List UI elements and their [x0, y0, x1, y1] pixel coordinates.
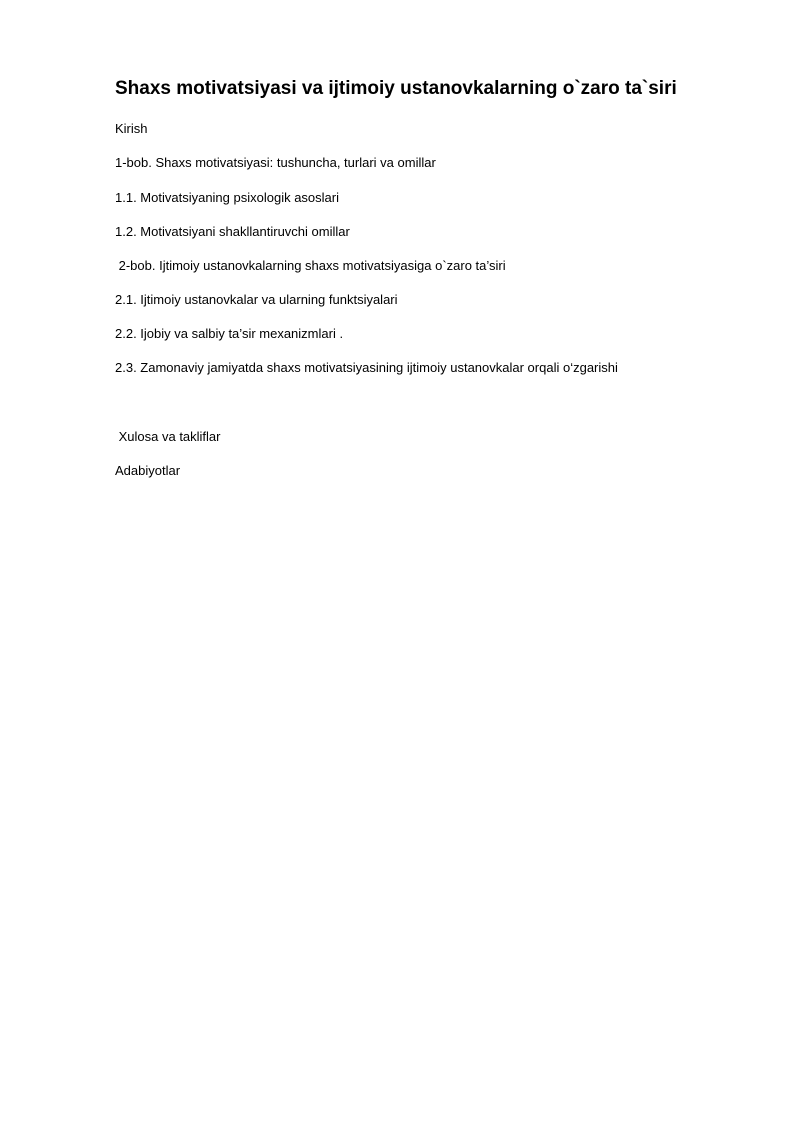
toc-item-section-1-2: 1.2. Motivatsiyani shakllantiruvchi omillar	[115, 224, 350, 239]
toc-item-chapter-2: 2-bob. Ijtimoiy ustanovkalarning shaxs motivatsiyasiga o`zaro ta’siri	[115, 258, 506, 273]
toc-item-references: Adabiyotlar	[115, 463, 181, 478]
toc-item-chapter-1: 1-bob. Shaxs motivatsiyasi: tushuncha, turlari va omillar	[115, 155, 436, 170]
toc-item-conclusion: Xulosa va takliflar	[115, 429, 221, 444]
toc-item-section-2-2: 2.2. Ijobiy va salbiy ta’sir mexanizmlari .	[115, 326, 344, 341]
document-title: Shaxs motivatsiyasi va ijtimoiy ustanovkalarning o`zaro ta`siri	[115, 78, 677, 99]
toc-item-section-2-1: 2.1. Ijtimoiy ustanovkalar va ularning funktsiyalari	[115, 292, 398, 307]
toc-item-section-1-1: 1.1. Motivatsiyaning psixologik asoslari	[115, 190, 339, 205]
toc-item-section-2-3: 2.3. Zamonaviy jamiyatda shaxs motivatsiyasining ijtimoiy ustanovkalar orqali o‘zgarishi	[115, 360, 618, 375]
toc-item-introduction: Kirish	[115, 121, 148, 136]
